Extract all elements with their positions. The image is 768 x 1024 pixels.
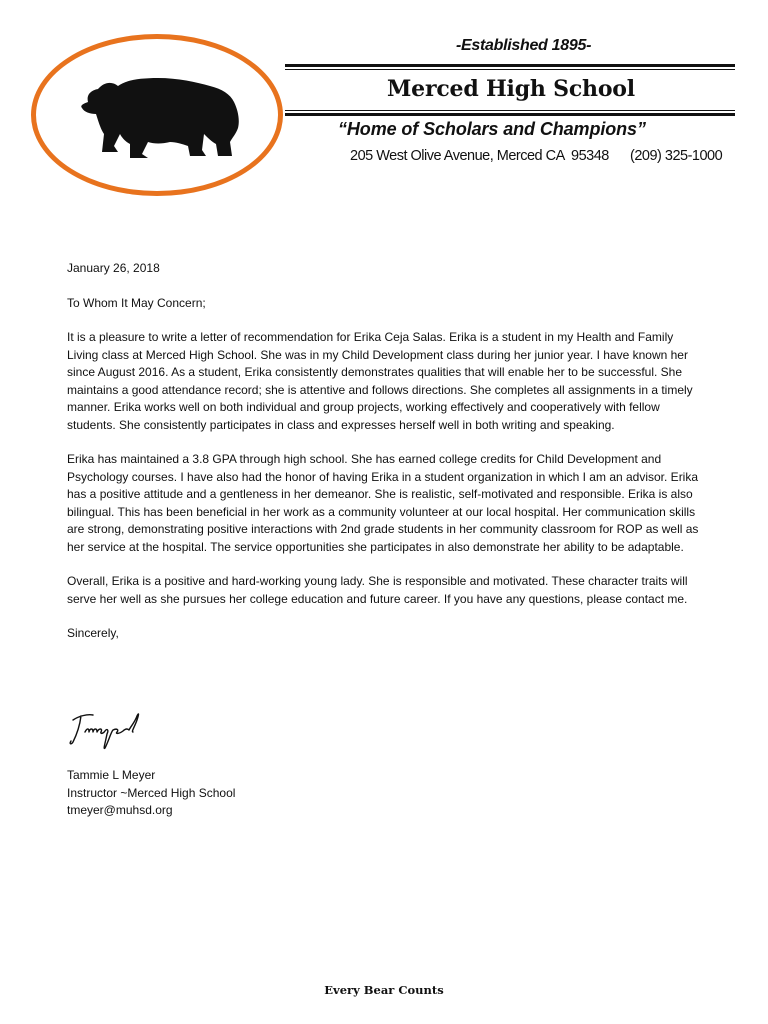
- header-rule: [285, 69, 735, 70]
- school-motto: “Home of Scholars and Champions”: [338, 119, 646, 139]
- bear-icon: [78, 72, 243, 162]
- school-address: 205 West Olive Avenue, Merced CA 95348 (209) 325-1000: [350, 148, 723, 164]
- footer-tagline: Every Bear Counts: [324, 983, 444, 997]
- signer-email: tmeyer@muhsd.org: [67, 803, 173, 817]
- header-rule: [285, 110, 735, 111]
- signer-name: Tammie L Meyer: [67, 768, 156, 782]
- letter-date: January 26, 2018: [67, 261, 160, 275]
- paragraph: Overall, Erika is a positive and hard-working young lady. She is responsible and motivated. These character traits will serve her well as she pursues her college education and future career. If you have any questions, please contact me.: [67, 574, 688, 606]
- signature-image: [67, 704, 147, 754]
- letter-body: [67, 260, 707, 660]
- closing: Sincerely,: [67, 626, 119, 640]
- salutation: To Whom It May Concern;: [67, 295, 206, 310]
- header-rule: [285, 64, 735, 67]
- school-name: Merced High School: [387, 76, 635, 102]
- established-line: -Established 1895-: [456, 37, 592, 54]
- paragraph: It is a pleasure to write a letter of recommendation for Erika Ceja Salas. Erika is a student in my Health and Family Living class at Merced High School. She was in my Child Development class during her junior year. I have known her since August 2016. As a student, Erika consistently demonstrates qualities that will enable her to be successful. She maintains a good attendance record; she is attentive and follows directions. She completes all assignments in a timely manner. Erika works well on both individual and group projects, working effectively and cooperatively with fellow students. She consistently participates in class and expresses herself well in both writing and speaking.: [67, 330, 693, 432]
- header-rule: [285, 113, 735, 116]
- signer-title: Instructor ~Merced High School: [67, 785, 236, 800]
- signature-block: [67, 767, 235, 820]
- paragraph: Erika has maintained a 3.8 GPA through high school. She has earned college credits for Child Development and Psychology courses. I have also had the honor of having Erika in a student organization in which I am an advisor. Erika has a positive attitude and a gentleness in her demeanor. She is realistic, self-motivated and responsible. Erika is also bilingual. This has been beneficial in her work as a community volunteer at our local hospital. Her communication skills are strong, demonstrating positive interactions with 2nd grade students in her community classroom for ROP as well as her service at the hospital. The service opportunities she participates in also demonstrate her ability to be adaptable.: [67, 452, 699, 554]
